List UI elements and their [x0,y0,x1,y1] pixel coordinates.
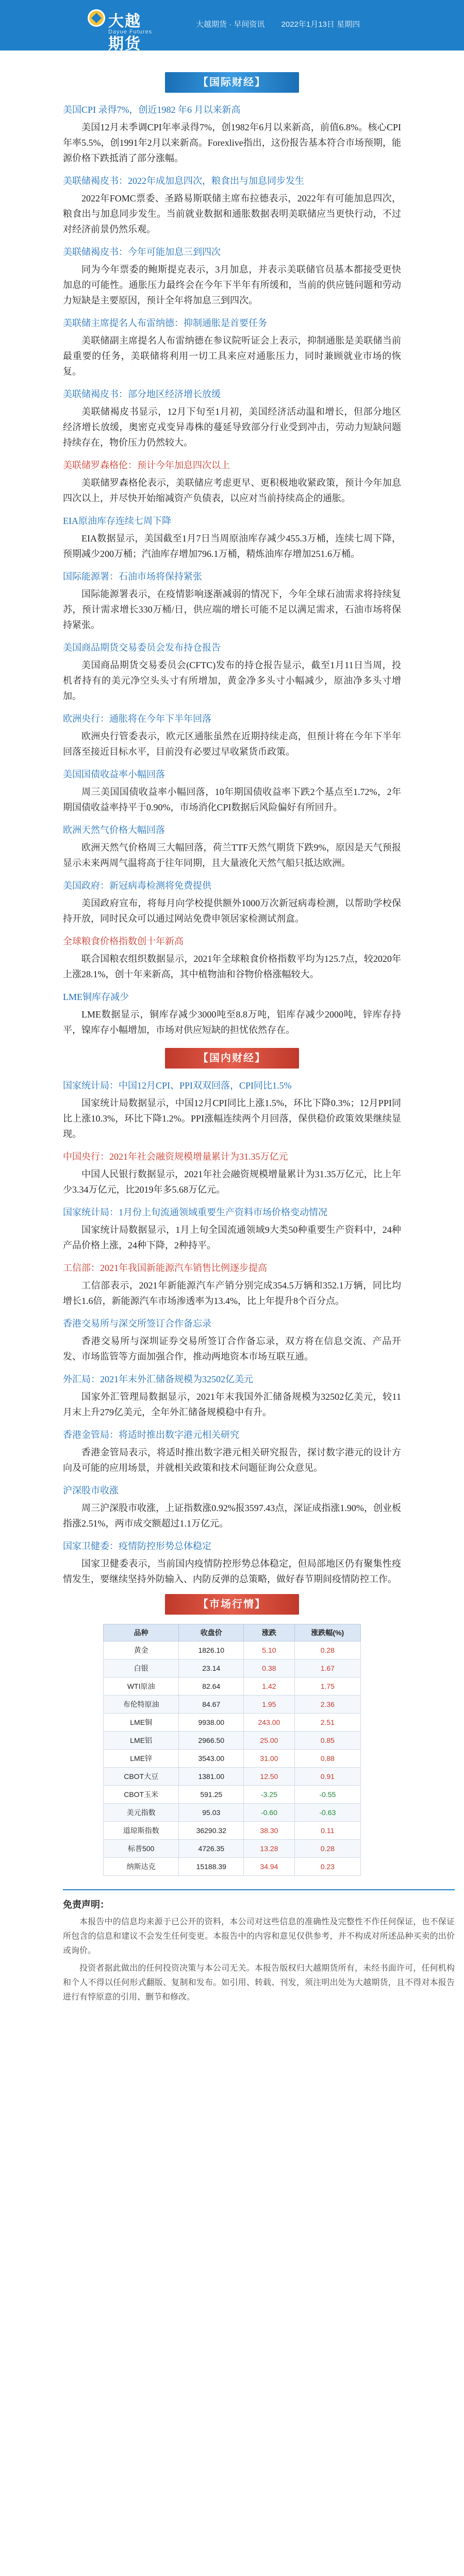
table-cell: LME铝 [104,1732,179,1750]
table-cell: 12.50 [244,1768,294,1786]
table-cell: 34.94 [244,1858,294,1876]
logo-text-en: Dayue Futures [108,29,153,35]
table-row [104,1750,361,1768]
domestic-news-list [63,1078,401,1587]
table-cell: 1.42 [244,1677,294,1696]
news-item-body: 香港金管局表示，将适时推出数字港元相关研究报告，探讨数字港元的设计方向及可能的应用场景，并就相关政策和技术问题征询公众意见。 [63,1447,401,1473]
page-header [0,0,464,53]
table-row [104,1659,361,1677]
table-cell: 0.88 [294,1750,360,1768]
news-item [63,822,401,871]
table-row [104,1641,361,1659]
table-cell: 白银 [104,1659,179,1677]
news-item [63,1149,401,1197]
table-cell: 1.75 [294,1677,360,1696]
news-item-title: 美国国债收益率小幅回落 [63,769,165,779]
news-item-body: 国家卫健委表示，当前国内疫情防控形势总体稳定，但局部地区仍有聚集性疫情发生，要继续坚持外防输入、内防反弹的总策略，做好春节期间疫情防控工作。 [63,1558,401,1584]
table-cell: 82.64 [179,1677,244,1696]
news-item-body: 美国12月未季调CPI年率录得7%，创1982年6月以来新高，前值6.8%。核心CPI年率5.5%，创1991年2月以来新高。Forexlive指出，这份报告基本符合市场预期，能源价格下跌抵消了部分涨幅。 [63,122,401,163]
news-item-body: 周三沪深股市收涨，上证指数涨0.92%报3597.43点，深证成指涨1.90%，创业板指涨2.51%，两市成交额超过1.1万亿元。 [63,1503,401,1529]
table-header-cell: 涨跌幅(%) [294,1624,360,1641]
table-cell: LME铜 [104,1714,179,1732]
news-item [63,640,401,704]
news-item [63,173,401,237]
news-item-body: 美联储罗森格伦表示，美联储应考虑更早、更积极地收紧政策，预计今年加息四次以上，并尽快开始缩减资产负债表，以应对当前持续高企的通胀。 [63,478,401,503]
news-item [63,1260,401,1309]
table-cell: 1381.00 [179,1768,244,1786]
table-cell: 0.85 [294,1732,360,1750]
table-cell: 1.95 [244,1696,294,1714]
news-item [63,457,401,506]
news-item [63,513,401,562]
news-item-title: 美联储主席提名人布雷纳德：抑制通胀是首要任务 [63,318,267,328]
news-item [63,102,401,166]
table-row [104,1768,361,1786]
table-cell: -0.55 [294,1786,360,1804]
table-cell: WTI原油 [104,1677,179,1696]
table-cell: -0.60 [244,1804,294,1822]
logo-text-cn: 大越期货 [108,13,141,53]
table-cell: LME锌 [104,1750,179,1768]
news-item-title: 全球粮食价格指数创十年新高 [63,936,184,946]
news-item-title: 美国CPI 录得7%，创近1982 年6 月以来新高 [63,105,241,115]
table-cell: 黄金 [104,1641,179,1659]
news-item-title: 中国央行：2021年社会融资规模增量累计为31.35万亿元 [63,1151,288,1162]
table-row [104,1804,361,1822]
news-item-title: LME铜库存减少 [63,992,129,1002]
disclaimer-paragraph: 投资者据此做出的任何投资决策与本公司无关。本报告版权归大越期货所有，未经书面许可，任何机构和个人不得以任何形式翻版、复制和发布。如引用、转载、刊发，须注明出处为大越期货，且不得对本报告进行有悖原意的引用、删节和修改。 [63,1964,455,2002]
table-cell: 591.25 [179,1786,244,1804]
logo-badge-icon [88,9,105,27]
section-title-domestic: 【国内财经】 [165,1048,299,1069]
disclaimer-title: 免责声明： [63,1900,109,1910]
table-cell: 纳斯达克 [104,1858,179,1876]
table-cell: CBOT大豆 [104,1768,179,1786]
table-header-row [104,1624,361,1641]
table-row [104,1714,361,1732]
news-item [63,1078,401,1142]
news-item [63,1316,401,1364]
news-item-body: 国家外汇管理局数据显示，2021年末我国外汇储备规模为32502亿美元，较11月末上升279亿美元，全年外汇储备规模稳中有升。 [63,1392,401,1417]
disclaimer-paragraph: 本报告中的信息均来源于已公开的资料，本公司对这些信息的准确性及完整性不作任何保证，也不保证所包含的信息和建议不会发生任何变更。本报告中的内容和意见仅供参考，并不构成对所述品种买卖的出价或询价。 [63,1918,455,1955]
news-item-title: 欧洲天然气价格大幅回落 [63,825,165,835]
section-title-international: 【国际财经】 [165,72,299,93]
news-item-title: 工信部：2021年我国新能源汽车销售比例逐步提高 [63,1263,267,1273]
table-cell: 布伦特原油 [104,1696,179,1714]
news-item-body: EIA数据显示，美国截至1月7日当周原油库存减少455.3万桶，连续七周下降，预期减少200万桶；汽油库存增加796.1万桶，精炼油库存增加251.6万桶。 [63,533,401,559]
news-item-body: LME数据显示，铜库存减少3000吨至8.8万吨，铝库存减少2000吨，锌库存持平，镍库存小幅增加，市场对供应短缺的担忧依然存在。 [63,1009,401,1035]
table-cell: 15188.39 [179,1858,244,1876]
table-header-cell: 收盘价 [179,1624,244,1641]
news-item-title: 美联储褐皮书：今年可能加息三到四次 [63,247,221,257]
news-item-title: 国家统计局：中国12月CPI、PPI双双回落，CPI同比1.5% [63,1080,292,1091]
news-item-title: 美国商品期货交易委员会发布持仓报告 [63,642,221,653]
news-item [63,767,401,815]
news-item-body: 美联储褐皮书显示，12月下旬至1月初，美国经济活动温和增长，但部分地区经济增长放缓，奥密克戎变异毒株的蔓延导致部分行业受到冲击，劳动力短缺问题持续存在，物价压力仍然较大。 [63,406,401,448]
table-row [104,1840,361,1858]
news-item-title: 沪深股市收涨 [63,1485,119,1496]
table-cell: 2.51 [294,1714,360,1732]
table-cell: 0.28 [294,1840,360,1858]
news-item-body: 国际能源署表示，在疫情影响逐渐减弱的情况下，今年全球石油需求将持续复苏，预计需求增长330万桶/日，供应端的增长可能不足以满足需求，石油市场将保持紧张。 [63,589,401,630]
news-item-body: 国家统计局数据显示，中国12月CPI同比上涨1.5%，环比下降0.3%；12月PPI同比上涨10.3%，环比下降1.2%。PPI涨幅连续两个月回落，保供稳价政策效果继续显现。 [63,1098,401,1139]
news-item [63,386,401,450]
table-cell: 25.00 [244,1732,294,1750]
news-item-body: 美联储副主席提名人布雷纳德在参议院听证会上表示，抑制通胀是美联储当前最重要的任务，美联储将利用一切工具来应对通胀压力，同时兼顾就业市场的恢复。 [63,335,401,377]
table-cell: 13.28 [244,1840,294,1858]
disclaimer [63,1889,455,2005]
table-cell: 95.03 [179,1804,244,1822]
news-item-title: 国家统计局：1月份上旬流通领域重要生产资料市场价格变动情况 [63,1207,327,1217]
news-item-body: 同为今年票委的鲍斯提克表示，3月加息，并表示美联储官员基本都接受更快加息的可能性。通胀压力最终会在今年下半年有所缓和，当前的供应链问题和劳动力短缺是主要原因，预计全年将加息三到四次。 [63,264,401,306]
table-cell: 道琼斯指数 [104,1822,179,1840]
section-title-market: 【市场行情】 [165,1594,299,1615]
table-cell: 1826.10 [179,1641,244,1659]
international-news-list [63,102,401,1038]
table-cell: 9938.00 [179,1714,244,1732]
news-item-body: 美国政府宣布，将每月向学校提供额外1000万次新冠病毒检测，以帮助学校保持开放，同时民众可以通过网站免费申领居家检测试剂盒。 [63,898,401,924]
table-row [104,1732,361,1750]
news-item [63,1205,401,1253]
news-item-title: 国际能源署：石油市场将保持紧张 [63,571,202,582]
news-item-title: 外汇局：2021年末外汇储备规模为32502亿美元 [63,1374,253,1384]
news-item [63,934,401,982]
news-item-title: EIA原油库存连续七周下降 [63,516,171,526]
news-item-title: 美国政府：新冠病毒检测将免费提供 [63,880,211,891]
table-cell: 5.10 [244,1641,294,1659]
news-item-body: 联合国粮农组织数据显示，2021年全球粮食价格指数平均为125.7点，较2020年上涨28.1%，创十年来新高，其中植物油和谷物价格涨幅较大。 [63,954,401,979]
table-cell: 36290.32 [179,1822,244,1840]
news-item-body: 欧洲天然气价格周三大幅回落，荷兰TTF天然气期货下跌9%，原因是天气预报显示未来两周气温将高于往年同期，且大量液化天然气船只抵达欧洲。 [63,842,401,868]
table-row [104,1858,361,1876]
header-info [196,19,374,29]
news-item-body: 中国人民银行数据显示，2021年社会融资规模增量累计为31.35万亿元，比上年少3.34万亿元，比2019年多5.68万亿元。 [63,1169,401,1195]
table-cell: 0.11 [294,1822,360,1840]
news-item [63,315,401,379]
table-cell: 0.38 [244,1659,294,1677]
table-cell: 3543.00 [179,1750,244,1768]
news-item-body: 2022年FOMC票委、圣路易斯联储主席布拉德表示，2022年有可能加息四次，粮食出与加息同步发生。当前就业数据和通胀数据表明美联储应当更快行动，不过对经济前景仍然乐观。 [63,193,401,234]
table-cell: 23.14 [179,1659,244,1677]
news-item-title: 美联储褐皮书：部分地区经济增长放缓 [63,389,221,399]
table-cell: 0.28 [294,1641,360,1659]
table-cell: 美元指数 [104,1804,179,1822]
news-item [63,1538,401,1587]
news-item-body: 国家统计局数据显示，1月上旬全国流通领域9大类50种重要生产资料中，24种产品价格上涨，24种下降，2种持平。 [63,1225,401,1250]
table-cell: 0.91 [294,1768,360,1786]
market-quote-table-wrap [103,1624,361,1876]
table-cell: 0.23 [294,1858,360,1876]
table-cell: 标普500 [104,1840,179,1858]
news-item-body: 美国商品期货交易委员会(CFTC)发布的持仓报告显示，截至1月11日当周，投机者持有的美元净空头头寸有所增加，黄金净多头寸小幅减少，原油净多头寸增加。 [63,660,401,701]
news-item-body: 周三美国国债收益率小幅回落，10年期国债收益率下跌2个基点至1.72%，2年期国债收益率持平于0.90%，市场消化CPI数据后风险偏好有所回升。 [63,787,401,812]
table-cell: 2.36 [294,1696,360,1714]
news-item [63,244,401,308]
table-row [104,1677,361,1696]
brand-logo [88,6,157,53]
news-item-title: 国家卫健委：疫情防控形势总体稳定 [63,1541,211,1551]
market-quote-table [103,1624,361,1876]
table-cell: 84.67 [179,1696,244,1714]
header-brand-tag: 大越期货 · 早间资讯 [196,20,265,29]
news-item-title: 香港金管局：将适时推出数字港元相关研究 [63,1430,239,1440]
news-item [63,878,401,926]
table-row [104,1786,361,1804]
table-cell: 31.00 [244,1750,294,1768]
news-item [63,711,401,759]
news-item-title: 香港交易所与深交所签订合作备忘录 [63,1318,211,1329]
table-cell: -3.25 [244,1786,294,1804]
table-row [104,1822,361,1840]
news-item-body: 工信部表示，2021年新能源汽车产销分别完成354.5万辆和352.1万辆，同比均增长1.6倍，新能源汽车市场渗透率为13.4%，比上年提升8个百分点。 [63,1280,401,1306]
news-item [63,569,401,633]
news-item-title: 美联储褐皮书：2022年成加息四次，粮食出与加息同步发生 [63,176,304,186]
news-item [63,989,401,1038]
table-header-cell: 品种 [104,1624,179,1641]
table-cell: 2966.50 [179,1732,244,1750]
table-cell: 4726.35 [179,1840,244,1858]
news-item-body: 欧洲央行管委表示，欧元区通胀虽然在近期持续走高，但预计将在今年下半年回落至接近目标水平，目前没有必要过早收紧货币政策。 [63,731,401,757]
header-date: 2022年1月13日 星期四 [281,20,360,29]
table-cell: 38.30 [244,1822,294,1840]
news-item [63,1483,401,1531]
table-cell: -0.63 [294,1804,360,1822]
table-cell: 1.67 [294,1659,360,1677]
news-item-title: 美联储罗森格伦：预计今年加息四次以上 [63,460,230,470]
news-item [63,1371,401,1420]
news-item-body: 香港交易所与深圳证券交易所签订合作备忘录，双方将在信息交流、产品开发、市场监管等方面加强合作，推动两地资本市场互联互通。 [63,1336,401,1362]
table-row [104,1696,361,1714]
table-cell: CBOT玉米 [104,1786,179,1804]
main-content [0,50,464,2005]
news-item-title: 欧洲央行：通胀将在今年下半年回落 [63,714,211,724]
table-header-cell: 涨跌 [244,1624,294,1641]
table-cell: 243.00 [244,1714,294,1732]
news-item [63,1427,401,1476]
